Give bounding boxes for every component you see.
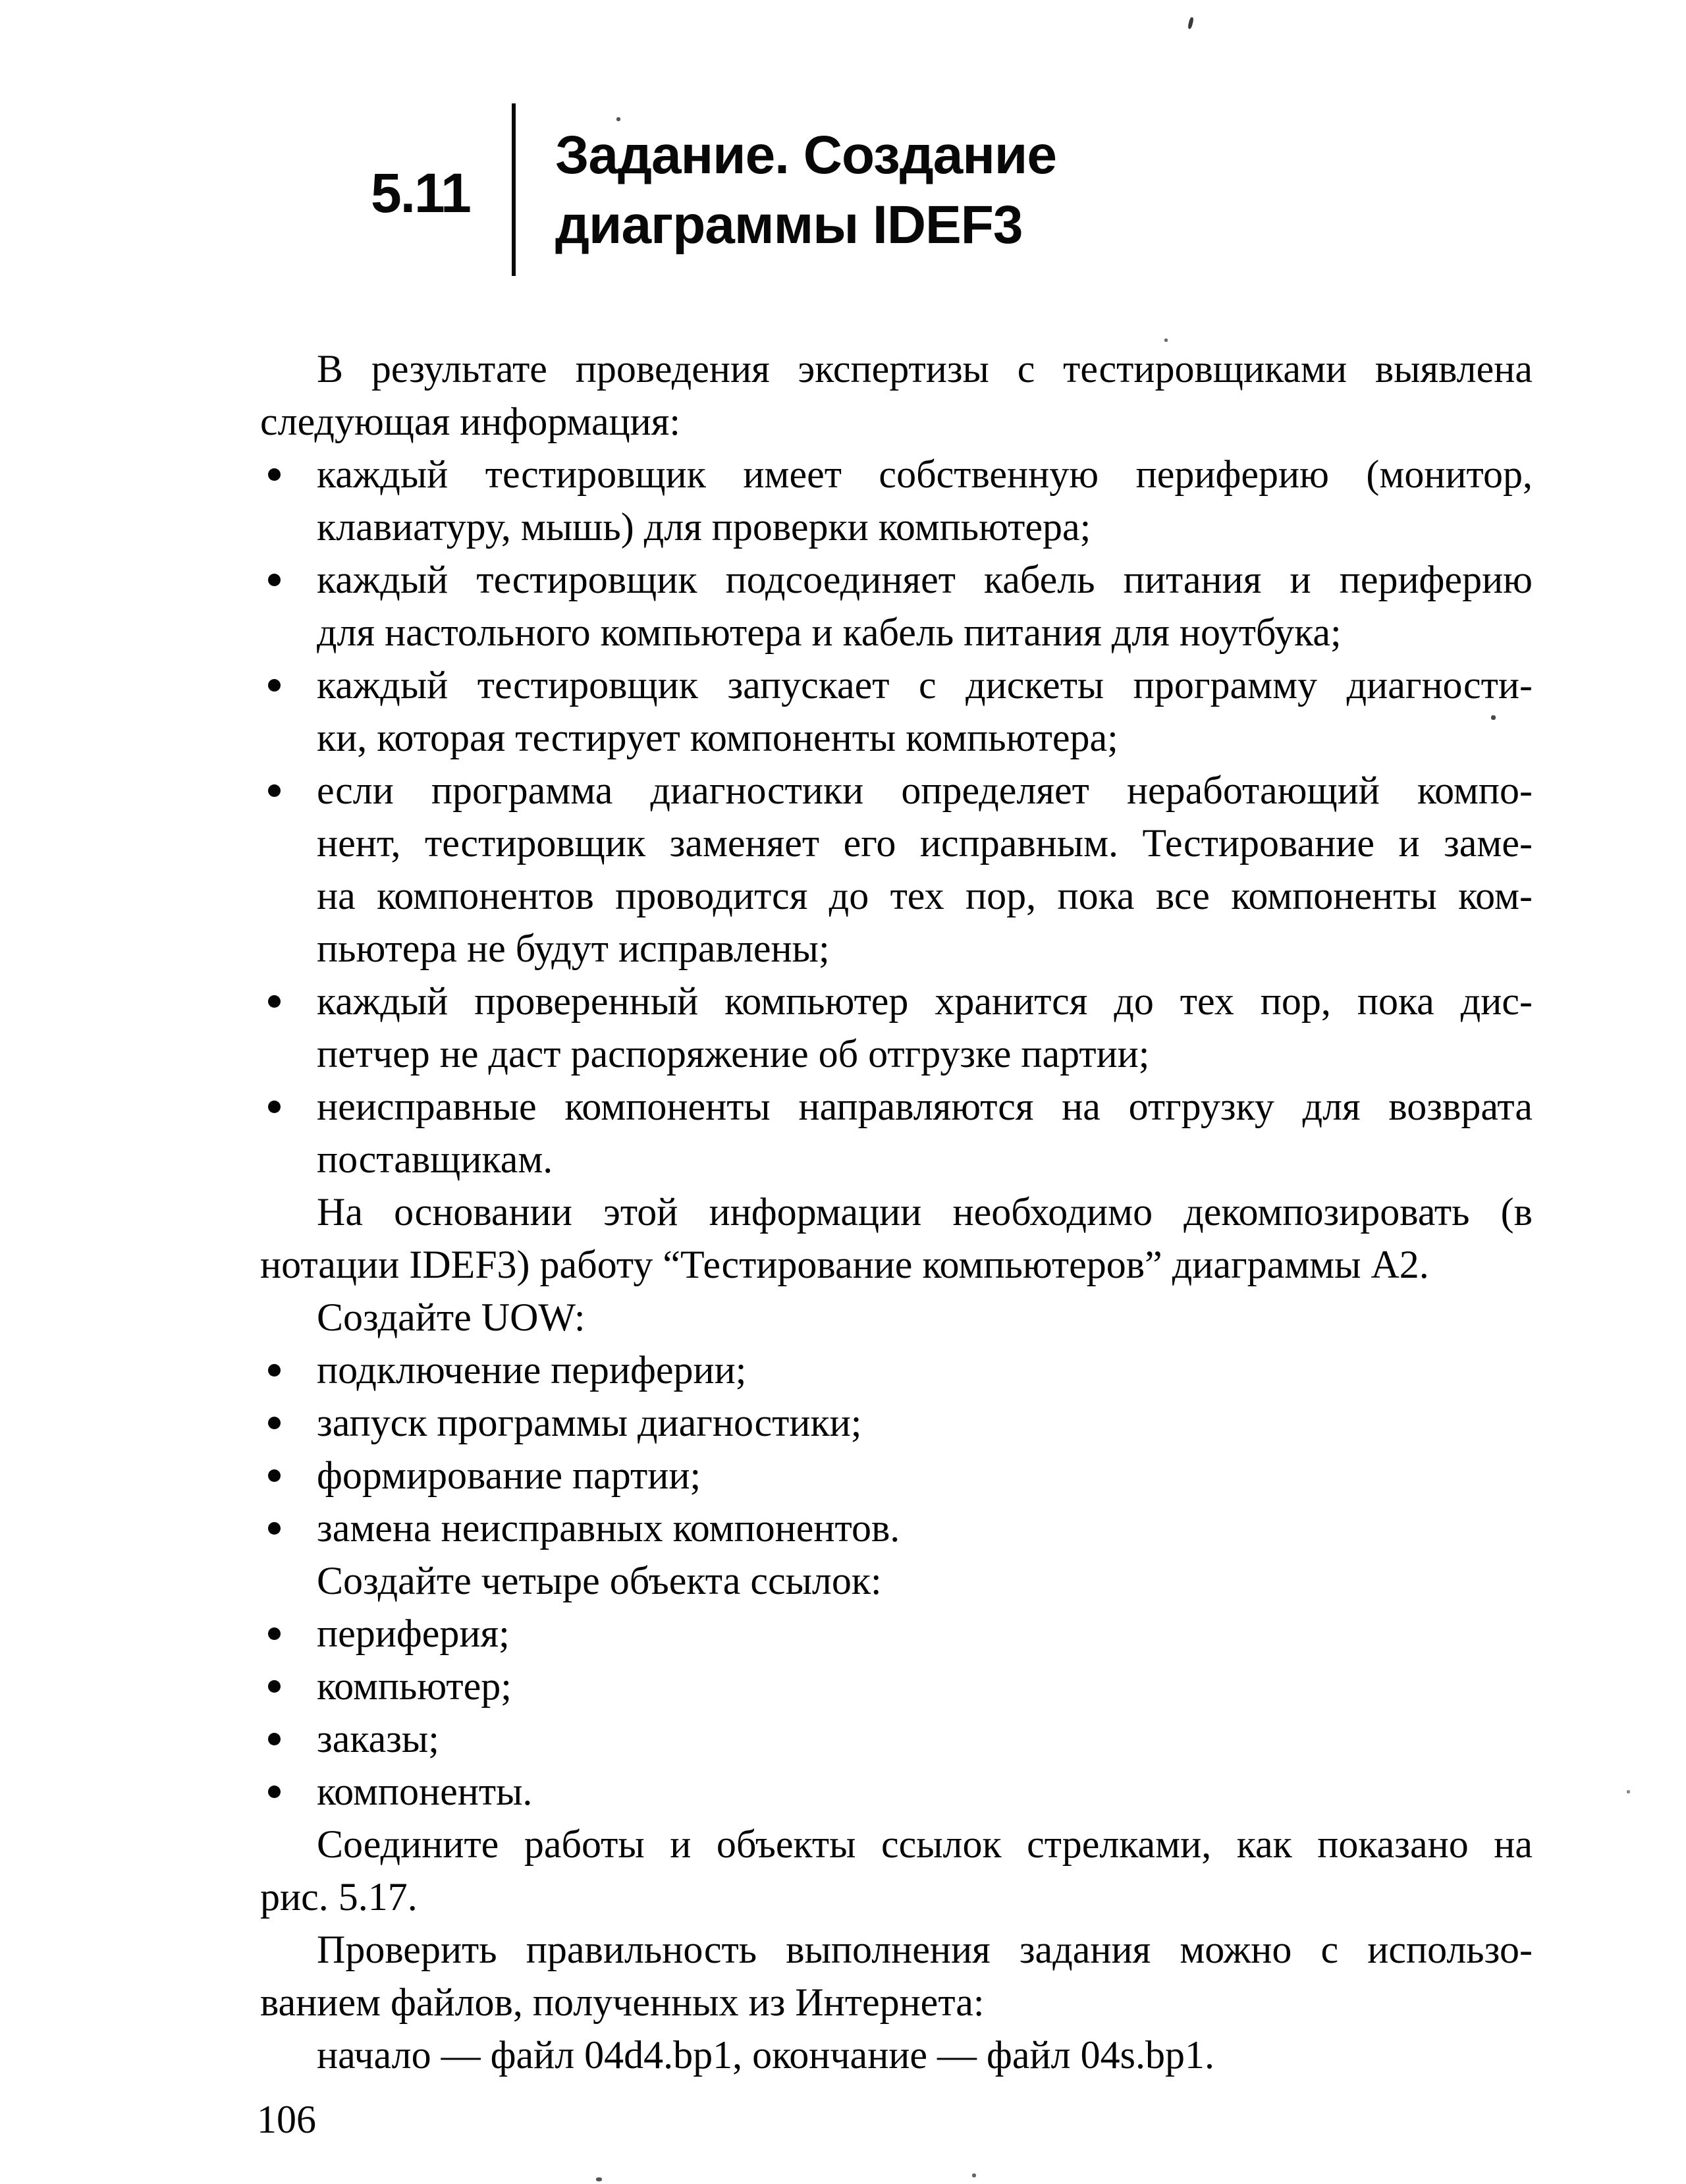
bullet-item [260, 1449, 1533, 1502]
text-line: неисправные компоненты направляются на отгрузку для возврата [317, 1085, 1533, 1128]
bullet-item [260, 1080, 1533, 1186]
text-line: Соедините работы и объекты ссылок стрелками, как показано на [317, 1822, 1533, 1866]
paragraph [260, 2029, 1533, 2081]
text-line: ки, которая тестирует компоненты компьютера; [317, 716, 1118, 759]
paragraph [260, 342, 1533, 448]
bullet-item [260, 975, 1533, 1080]
text-line: периферия; [317, 1612, 510, 1655]
bullet-item [260, 1396, 1533, 1449]
bullet-item [260, 1502, 1533, 1554]
text-line: каждый проверенный компьютер хранится до тех пор, пока дис- [317, 979, 1533, 1023]
bullet-icon [268, 1522, 281, 1535]
scan-speck [1491, 715, 1496, 720]
scan-speck [1187, 17, 1194, 30]
bullet-item [260, 1607, 1533, 1660]
text-line: рис. 5.17. [260, 1875, 418, 1919]
text-body [260, 342, 1533, 2081]
bullet-item [260, 659, 1533, 764]
bullet-icon [268, 1733, 281, 1745]
bullet-item [260, 1660, 1533, 1712]
page-number: 106 [257, 2098, 316, 2141]
text-line: компоненты. [317, 1770, 533, 1813]
scan-speck [1627, 1790, 1630, 1793]
text-line: В результате проведения экспертизы с тестировщиками выявлена [317, 347, 1533, 391]
text-line: нотации IDEF3) работу “Тестирование компьютеров” диаграммы А2. [260, 1243, 1429, 1286]
bullet-icon [268, 784, 281, 797]
text-line: поставщикам. [317, 1137, 553, 1181]
bullet-icon [268, 1680, 281, 1693]
text-line: ванием файлов, полученных из Интернета: [260, 1980, 985, 2024]
text-line: Проверить правильность выполнения задания можно с использо- [317, 1928, 1533, 1971]
text-line: на компонентов проводится до тех пор, пока все компоненты ком- [317, 874, 1533, 917]
text-line: для настольного компьютера и кабель питания для ноутбука; [317, 611, 1342, 654]
section-title [555, 121, 1056, 260]
bullet-item [260, 448, 1533, 553]
text-line: подключение периферии; [317, 1348, 747, 1392]
paragraph [260, 1291, 1533, 1344]
text-line: компьютер; [317, 1664, 512, 1708]
text-line: если программа диагностики определяет неработающий компо- [317, 769, 1533, 812]
scan-speck [1164, 339, 1168, 342]
text-line: каждый тестировщик имеет собственную периферию (монитор, [317, 452, 1533, 496]
text-line: формирование партии; [317, 1454, 701, 1497]
text-line: заказы; [317, 1717, 439, 1761]
text-line: петчер не даст распоряжение об отгрузке партии; [317, 1032, 1150, 1076]
bullet-item [260, 1765, 1533, 1818]
paragraph [260, 1554, 1533, 1607]
bullet-icon [268, 995, 281, 1008]
bullet-icon [268, 679, 281, 692]
text-line: начало — файл 04d4.bp1, окончание — файл 04s.bp1. [317, 2033, 1214, 2077]
bullet-item [260, 553, 1533, 659]
text-line: пьютера не будут исправлены; [317, 927, 830, 970]
text-line: нент, тестировщик заменяет его исправным. Тестирование и заме- [317, 821, 1533, 865]
bullet-icon [268, 574, 281, 586]
bullet-item [260, 1712, 1533, 1765]
bullet-icon [268, 1469, 281, 1482]
text-line: каждый тестировщик подсоединяет кабель питания и периферию [317, 558, 1533, 601]
text-line: Создайте UOW: [317, 1296, 585, 1339]
bullet-icon [268, 1627, 281, 1640]
text-line: На основании этой информации необходимо декомпозировать (в [317, 1190, 1533, 1234]
text-line: клавиатуру, мышь) для проверки компьютера; [317, 505, 1091, 549]
text-line: запуск программы диагностики; [317, 1401, 862, 1444]
scan-speck [972, 2173, 976, 2177]
text-line: следующая информация: [260, 400, 681, 443]
bullet-icon [268, 1364, 281, 1377]
bullet-icon [268, 1101, 281, 1113]
text-line: каждый тестировщик запускает с дискеты программу диагности- [317, 663, 1533, 707]
text-line: Создайте четыре объекта ссылок: [317, 1559, 882, 1602]
paragraph [260, 1923, 1533, 2029]
paragraph [260, 1186, 1533, 1291]
bullet-item [260, 1344, 1533, 1396]
vertical-rule [512, 103, 516, 276]
section-title-line1: Задание. Создание [555, 125, 1056, 185]
bullet-item [260, 764, 1533, 975]
bullet-icon [268, 468, 281, 481]
bullet-icon [268, 1417, 281, 1429]
text-line: замена неисправных компонентов. [317, 1506, 900, 1550]
scan-speck [596, 2177, 602, 2181]
section-number: 5.11 [371, 162, 470, 224]
scan-speck [616, 117, 620, 121]
bullet-icon [268, 1786, 281, 1798]
paragraph [260, 1818, 1533, 1923]
section-title-line2: диаграммы IDEF3 [555, 195, 1023, 255]
